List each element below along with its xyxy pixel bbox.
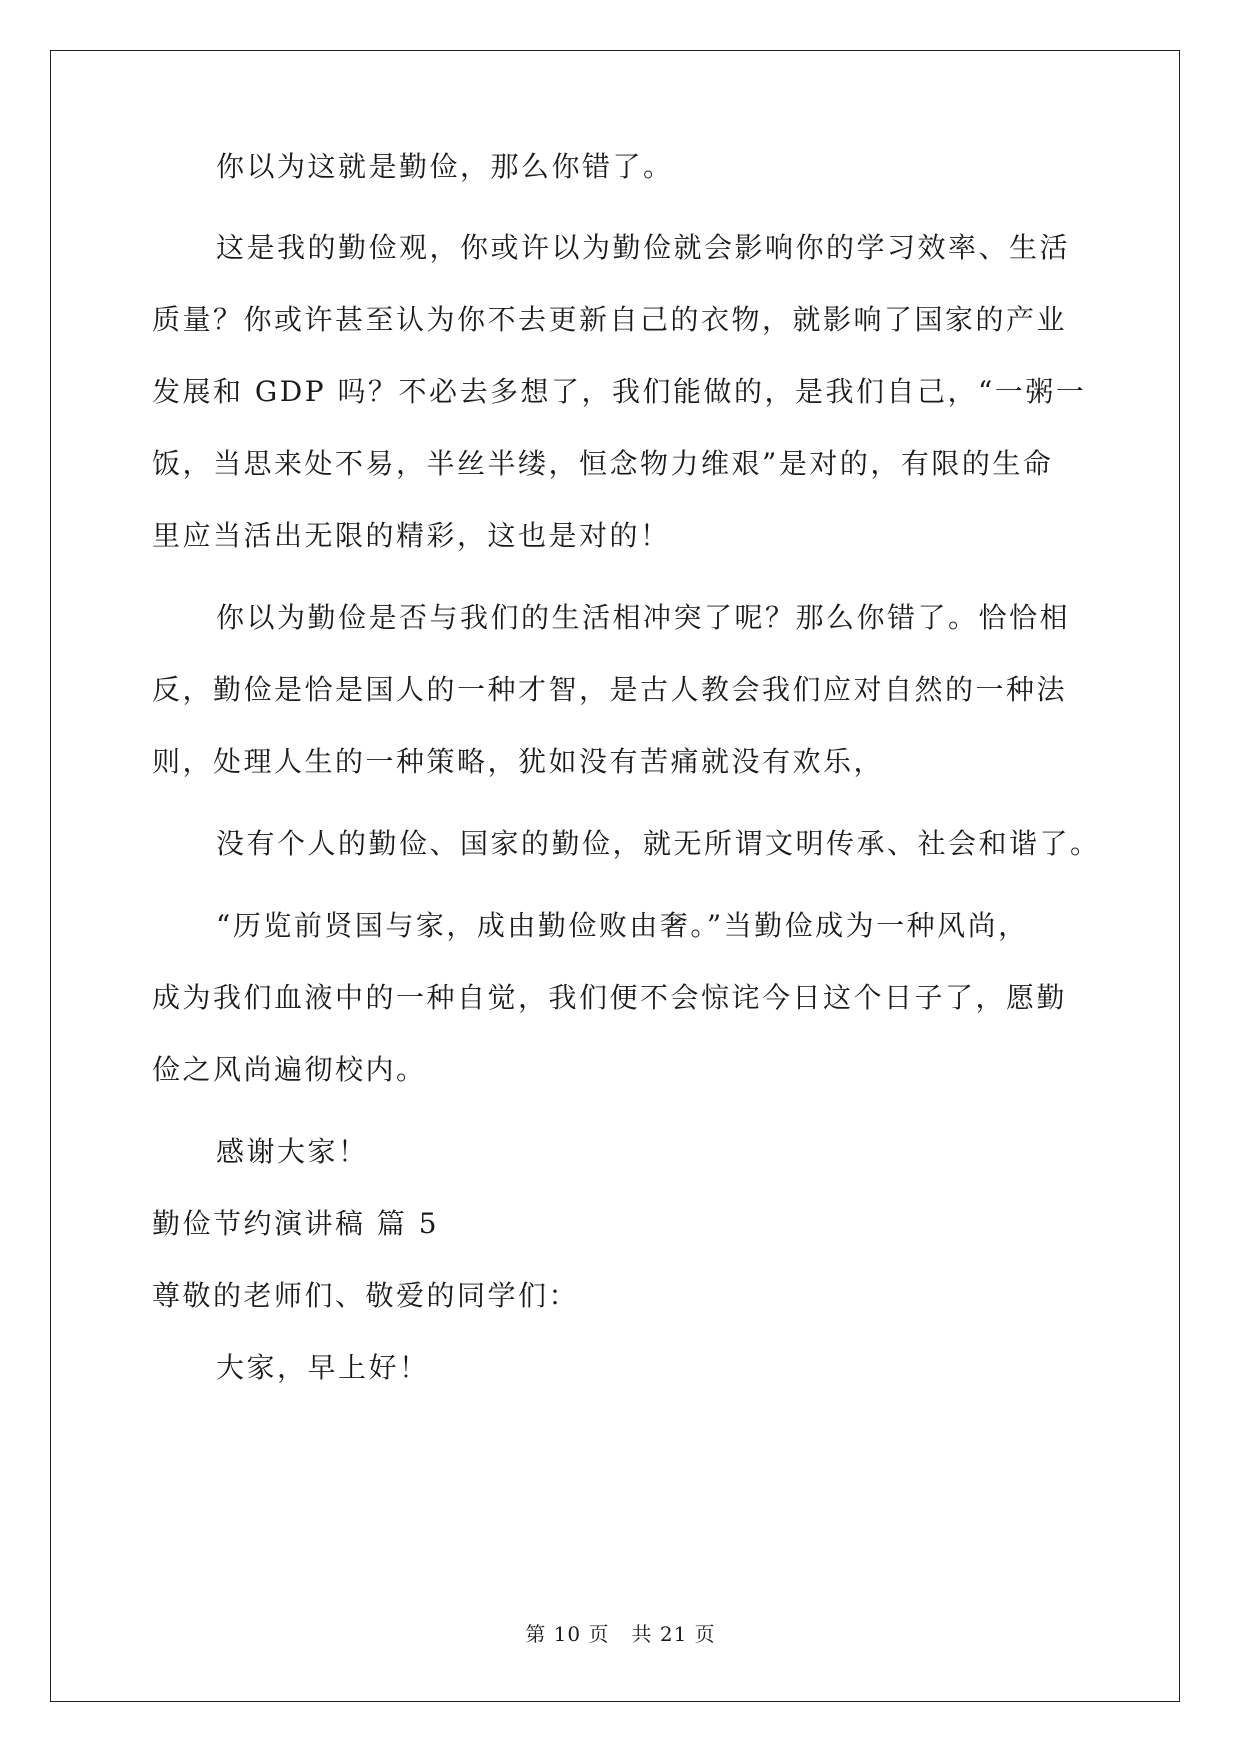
paragraph-line: 成为我们血液中的一种自觉，我们便不会惊诧今日这个日子了，愿勤 — [152, 981, 1068, 1014]
paragraph-line: 则，处理人生的一种策略，犹如没有苦痛就没有欢乐， — [152, 745, 885, 778]
paragraph-line: 质量？你或许甚至认为你不去更新自己的衣物，就影响了国家的产业 — [152, 303, 1068, 336]
paragraph-line: 感谢大家！ — [216, 1135, 369, 1168]
paragraph-line: 没有个人的勤俭、国家的勤俭，就无所谓文明传承、社会和谐了。 — [216, 827, 1101, 860]
paragraph-line: 里应当活出无限的精彩，这也是对的！ — [152, 519, 671, 552]
page-footer — [0, 1618, 1241, 1647]
salutation: 尊敬的老师们、敬爱的同学们： — [152, 1279, 580, 1312]
paragraph-line: 这是我的勤俭观，你或许以为勤俭就会影响你的学习效率、生活 — [216, 231, 1071, 264]
paragraph-line: 反，勤俭是恰是国人的一种才智，是古人教会我们应对自然的一种法 — [152, 673, 1068, 706]
paragraph-line: 你以为勤俭是否与我们的生活相冲突了呢？那么你错了。恰恰相 — [216, 601, 1071, 634]
paragraph-line: 你以为这就是勤俭，那么你错了。 — [216, 150, 674, 183]
section-heading: 勤俭节约演讲稿 篇 5 — [152, 1207, 440, 1240]
current-page-label: 第 10 页 — [525, 1622, 610, 1646]
greeting: 大家，早上好！ — [216, 1351, 430, 1384]
paragraph-line: “历览前贤国与家，成由勤俭败由奢。”当勤俭成为一种风尚， — [216, 909, 1029, 942]
page-border — [50, 50, 1180, 1702]
paragraph-line: 俭之风尚遍彻校内。 — [152, 1053, 427, 1086]
total-pages-label: 共 21 页 — [631, 1622, 716, 1646]
paragraph-line: 饭，当思来处不易，半丝半缕，恒念物力维艰”是对的，有限的生命 — [152, 447, 1054, 480]
paragraph-line: 发展和 GDP 吗？不必去多想了，我们能做的，是我们自己，“一粥一 — [152, 375, 1087, 408]
